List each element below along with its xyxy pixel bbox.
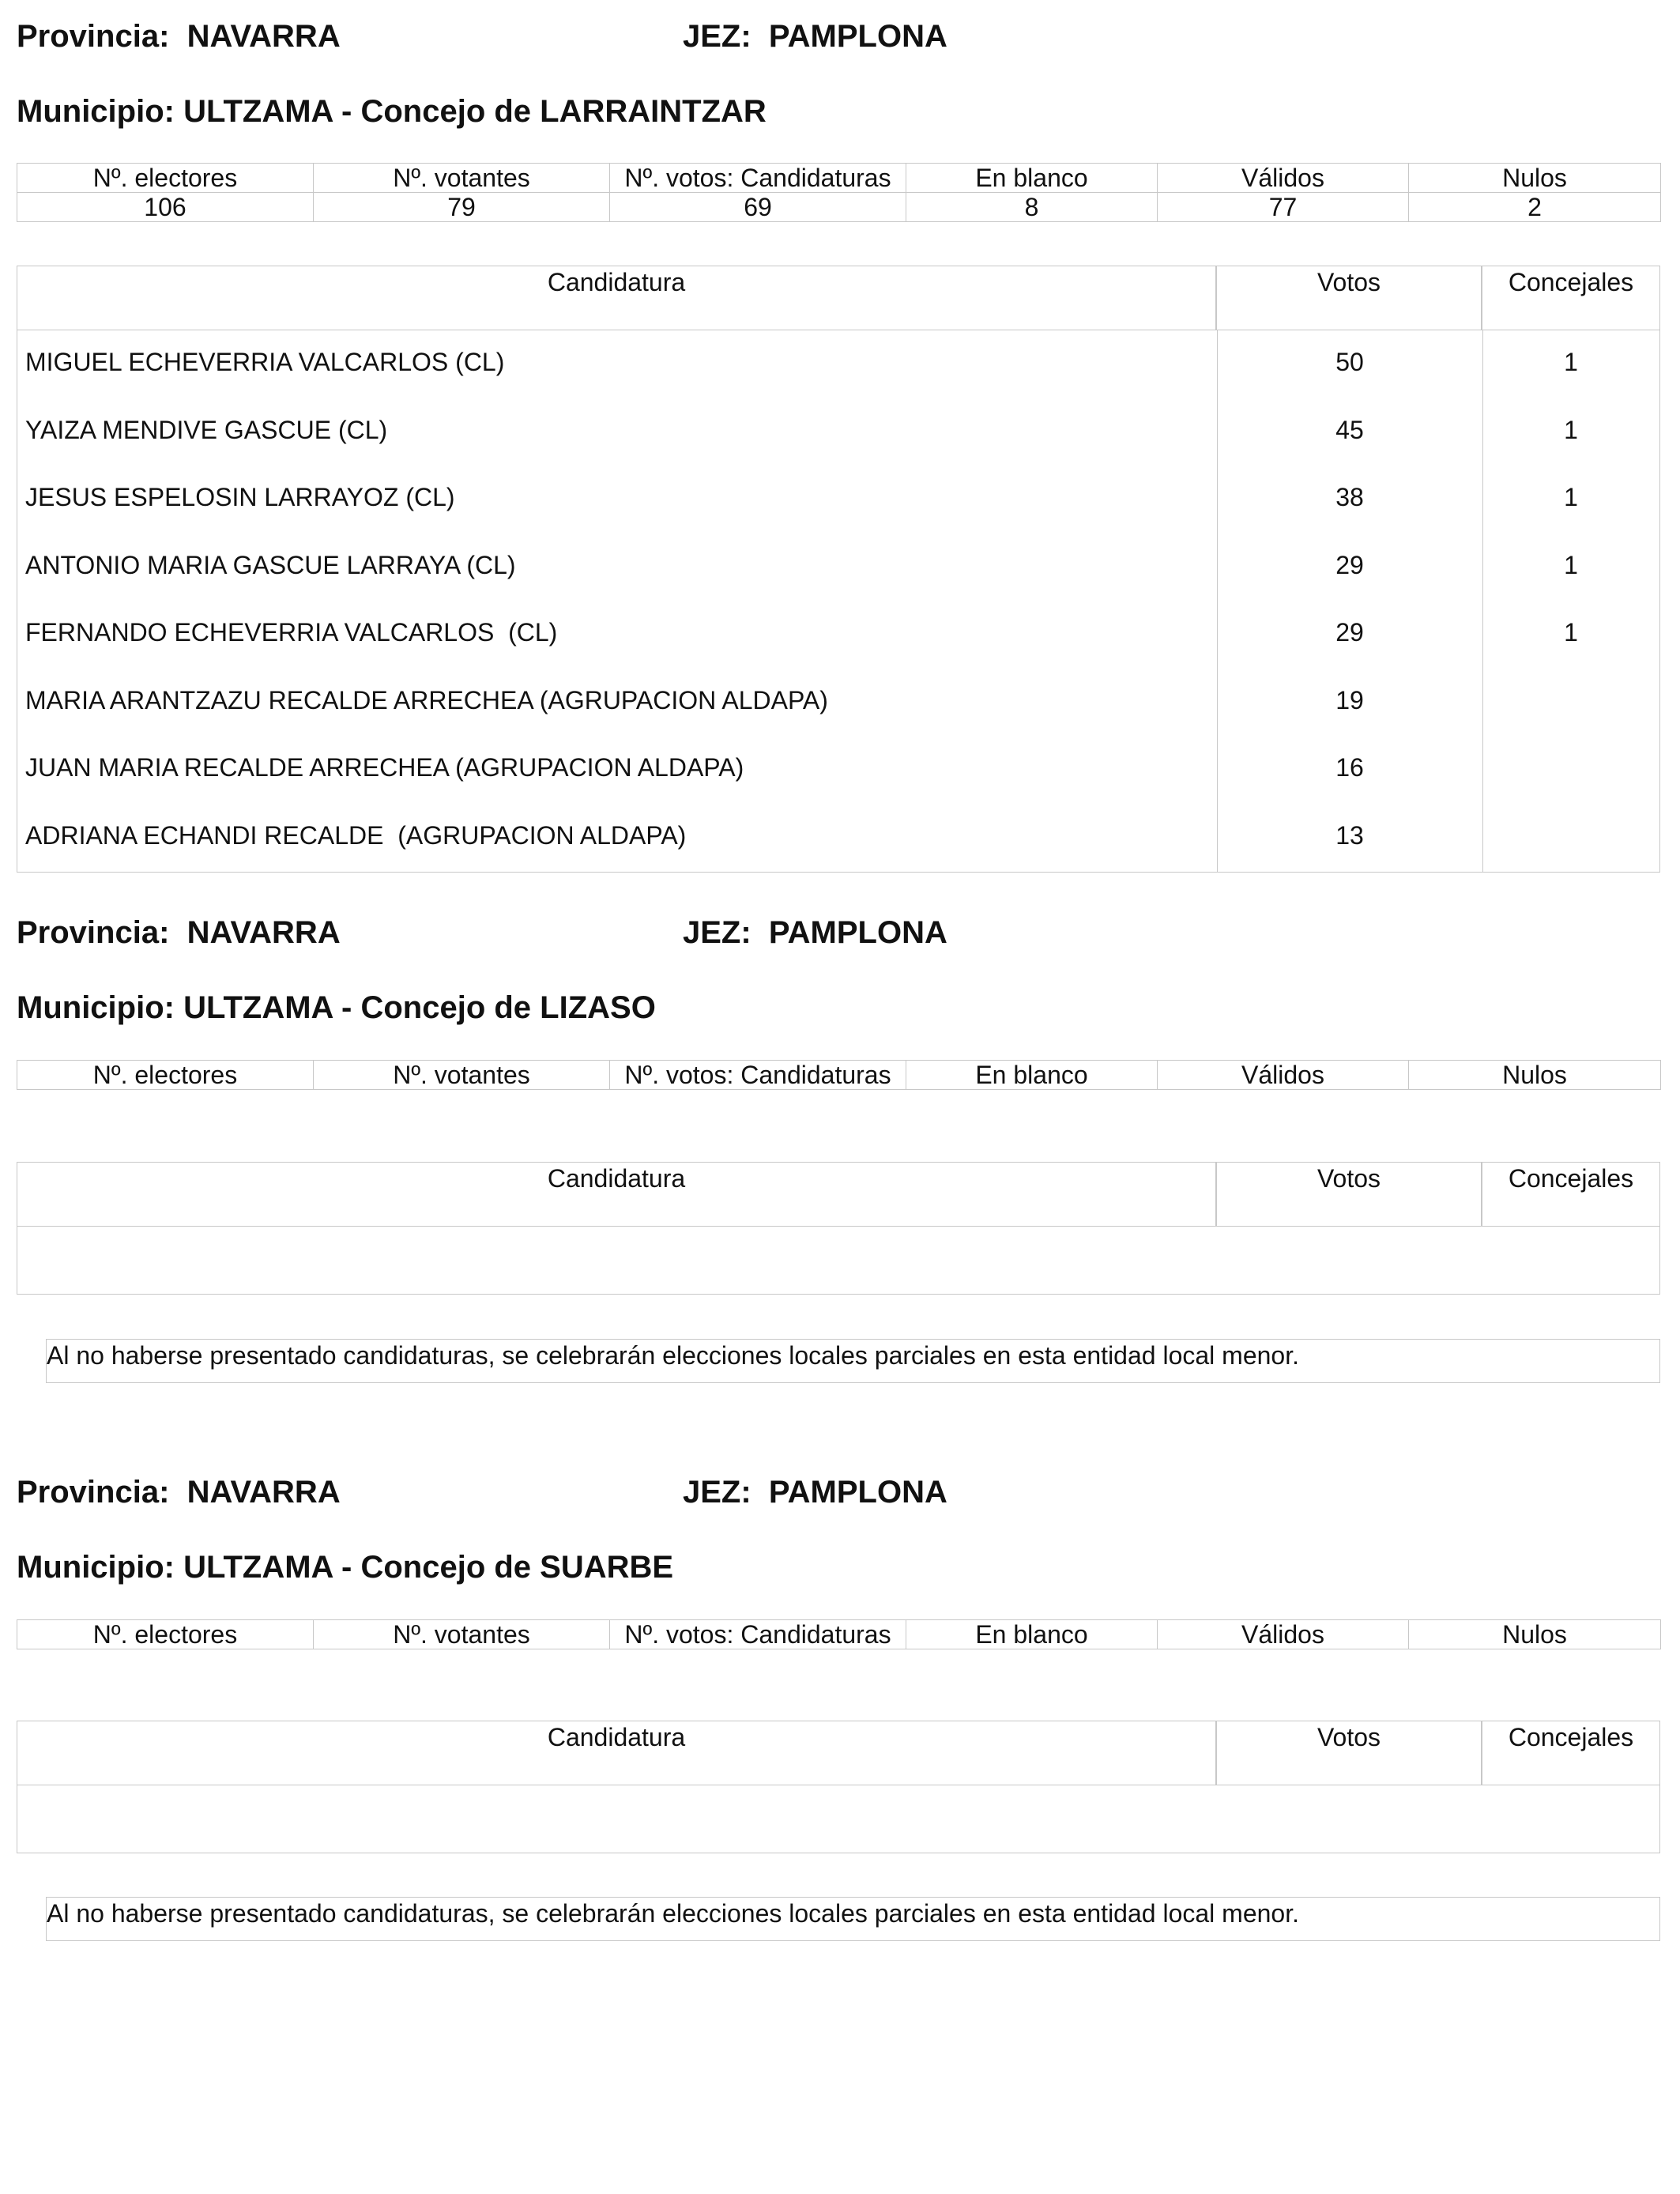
table-row: [17, 533, 1659, 601]
stats-value-votantes: 79: [314, 193, 610, 222]
provincia-label: Provincia:: [17, 19, 170, 54]
candidate-name: FERNANDO ECHEVERRIA VALCARLOS (CL): [25, 618, 558, 647]
stats-table: [17, 163, 1661, 222]
candidates-header: [17, 1721, 1659, 1785]
stats-header-en-blanco: En blanco: [906, 1620, 1158, 1649]
candidate-seats: 1: [1564, 348, 1578, 376]
stats-header-validos: Válidos: [1158, 1061, 1409, 1090]
candidate-name: ANTONIO MARIA GASCUE LARRAYA (CL): [25, 550, 516, 579]
stats-header-en-blanco: En blanco: [906, 1061, 1158, 1090]
candidate-seats: 1: [1564, 415, 1578, 444]
votos-header: Votos: [1217, 1163, 1482, 1226]
stats-header-nulos: Nulos: [1409, 1620, 1661, 1649]
table-row: [17, 669, 1659, 737]
candidate-name: JUAN MARIA RECALDE ARRECHEA (AGRUPACION ALDAPA): [25, 753, 744, 782]
provincia-line: [17, 915, 341, 951]
candidate-seats: 1: [1564, 483, 1578, 511]
stats-header-votos-candidaturas: Nº. votos: Candidaturas: [610, 1061, 906, 1090]
candidate-votes: 29: [1335, 618, 1364, 647]
candidatura-header: Candidatura: [17, 1721, 1217, 1785]
provincia-line: [17, 19, 341, 55]
stats-value-validos: 77: [1158, 193, 1409, 222]
stats-table: [17, 1619, 1661, 1649]
stats-header-votos-candidaturas: Nº. votos: Candidaturas: [610, 1620, 906, 1649]
stats-value-electores: 106: [17, 193, 314, 222]
jez-value: PAMPLONA: [768, 1475, 947, 1510]
jez-value: PAMPLONA: [768, 915, 947, 950]
stats-header-electores: Nº. electores: [17, 1620, 314, 1649]
municipio-value: ULTZAMA - Concejo de LIZASO: [183, 990, 656, 1025]
no-candidates-note: Al no haberse presentado candidaturas, se celebrarán elecciones locales parciales en esta entidad local menor.: [46, 1897, 1660, 1941]
jez-value: PAMPLONA: [768, 19, 947, 54]
candidate-votes: 13: [1335, 820, 1364, 850]
stats-header-row: [17, 1061, 1661, 1090]
table-row: [17, 466, 1659, 533]
candidate-name: JESUS ESPELOSIN LARRAYOZ (CL): [25, 483, 455, 511]
candidate-name: ADRIANA ECHANDI RECALDE (AGRUPACION ALDAPA): [25, 820, 687, 850]
candidates-table: [17, 1721, 1660, 1853]
stats-header-validos: Válidos: [1158, 164, 1409, 193]
provincia-value: NAVARRA: [186, 19, 341, 54]
stats-header-en-blanco: En blanco: [906, 164, 1158, 193]
stats-header-votantes: Nº. votantes: [314, 164, 610, 193]
stats-value-row: [17, 193, 1661, 222]
municipio-line: [17, 1550, 673, 1585]
candidates-header: [17, 266, 1659, 330]
candidate-votes: 50: [1335, 348, 1364, 376]
candidates-body: [17, 330, 1659, 873]
stats-header-votantes: Nº. votantes: [314, 1620, 610, 1649]
table-row: [17, 601, 1659, 669]
stats-value-nulos: 2: [1409, 193, 1661, 222]
jez-label: JEZ:: [683, 915, 751, 950]
stats-header-nulos: Nulos: [1409, 1061, 1661, 1090]
candidate-seats: 1: [1564, 550, 1578, 579]
municipio-label: Municipio:: [17, 1550, 175, 1585]
jez-label: JEZ:: [683, 19, 751, 54]
concejales-header: Concejales: [1508, 268, 1634, 296]
candidatura-header: Candidatura: [17, 1163, 1217, 1226]
stats-header-validos: Válidos: [1158, 1620, 1409, 1649]
jez-line: [683, 915, 947, 951]
concejales-header: Concejales: [1508, 1723, 1634, 1751]
jez-line: [683, 1475, 947, 1510]
provincia-value: NAVARRA: [186, 1475, 341, 1510]
candidate-name: YAIZA MENDIVE GASCUE (CL): [25, 415, 388, 444]
candidate-votes: 19: [1335, 685, 1364, 714]
provincia-label: Provincia:: [17, 1475, 170, 1510]
candidate-votes: 38: [1335, 483, 1364, 511]
stats-header-row: [17, 164, 1661, 193]
candidates-table: [17, 266, 1660, 873]
municipio-label: Municipio:: [17, 94, 175, 129]
municipio-value: ULTZAMA - Concejo de SUARBE: [183, 1550, 674, 1585]
jez-line: [683, 19, 947, 55]
candidates-table: [17, 1162, 1660, 1295]
provincia-line: [17, 1475, 341, 1510]
candidates-header: [17, 1163, 1659, 1227]
candidate-name: MIGUEL ECHEVERRIA VALCARLOS (CL): [25, 348, 505, 376]
jez-label: JEZ:: [683, 1475, 751, 1510]
stats-header-row: [17, 1620, 1661, 1649]
table-row: [17, 804, 1659, 872]
stats-header-votos-candidaturas: Nº. votos: Candidaturas: [610, 164, 906, 193]
candidate-votes: 45: [1335, 415, 1364, 444]
stats-header-electores: Nº. electores: [17, 164, 314, 193]
municipio-value: ULTZAMA - Concejo de LARRAINTZAR: [183, 94, 767, 129]
stats-header-electores: Nº. electores: [17, 1061, 314, 1090]
stats-header-nulos: Nulos: [1409, 164, 1661, 193]
municipio-line: [17, 990, 656, 1026]
candidate-votes: 16: [1335, 753, 1364, 782]
no-candidates-note: Al no haberse presentado candidaturas, se celebrarán elecciones locales parciales en esta entidad local menor.: [46, 1339, 1660, 1383]
votos-header: Votos: [1217, 1721, 1482, 1785]
table-row: [17, 330, 1659, 398]
provincia-label: Provincia:: [17, 915, 170, 950]
stats-header-votantes: Nº. votantes: [314, 1061, 610, 1090]
stats-value-en-blanco: 8: [906, 193, 1158, 222]
municipio-line: [17, 94, 767, 130]
candidate-seats: 1: [1564, 618, 1578, 647]
candidate-name: MARIA ARANTZAZU RECALDE ARRECHEA (AGRUPACION ALDAPA): [25, 685, 828, 714]
candidatura-header: Candidatura: [17, 266, 1217, 330]
candidate-votes: 29: [1335, 550, 1364, 579]
table-row: [17, 398, 1659, 466]
table-row: [17, 736, 1659, 804]
votos-header: Votos: [1217, 266, 1482, 330]
stats-value-votos-candidaturas: 69: [610, 193, 906, 222]
stats-table: [17, 1060, 1661, 1090]
provincia-value: NAVARRA: [186, 915, 341, 950]
concejales-header: Concejales: [1508, 1164, 1634, 1193]
municipio-label: Municipio:: [17, 990, 175, 1025]
